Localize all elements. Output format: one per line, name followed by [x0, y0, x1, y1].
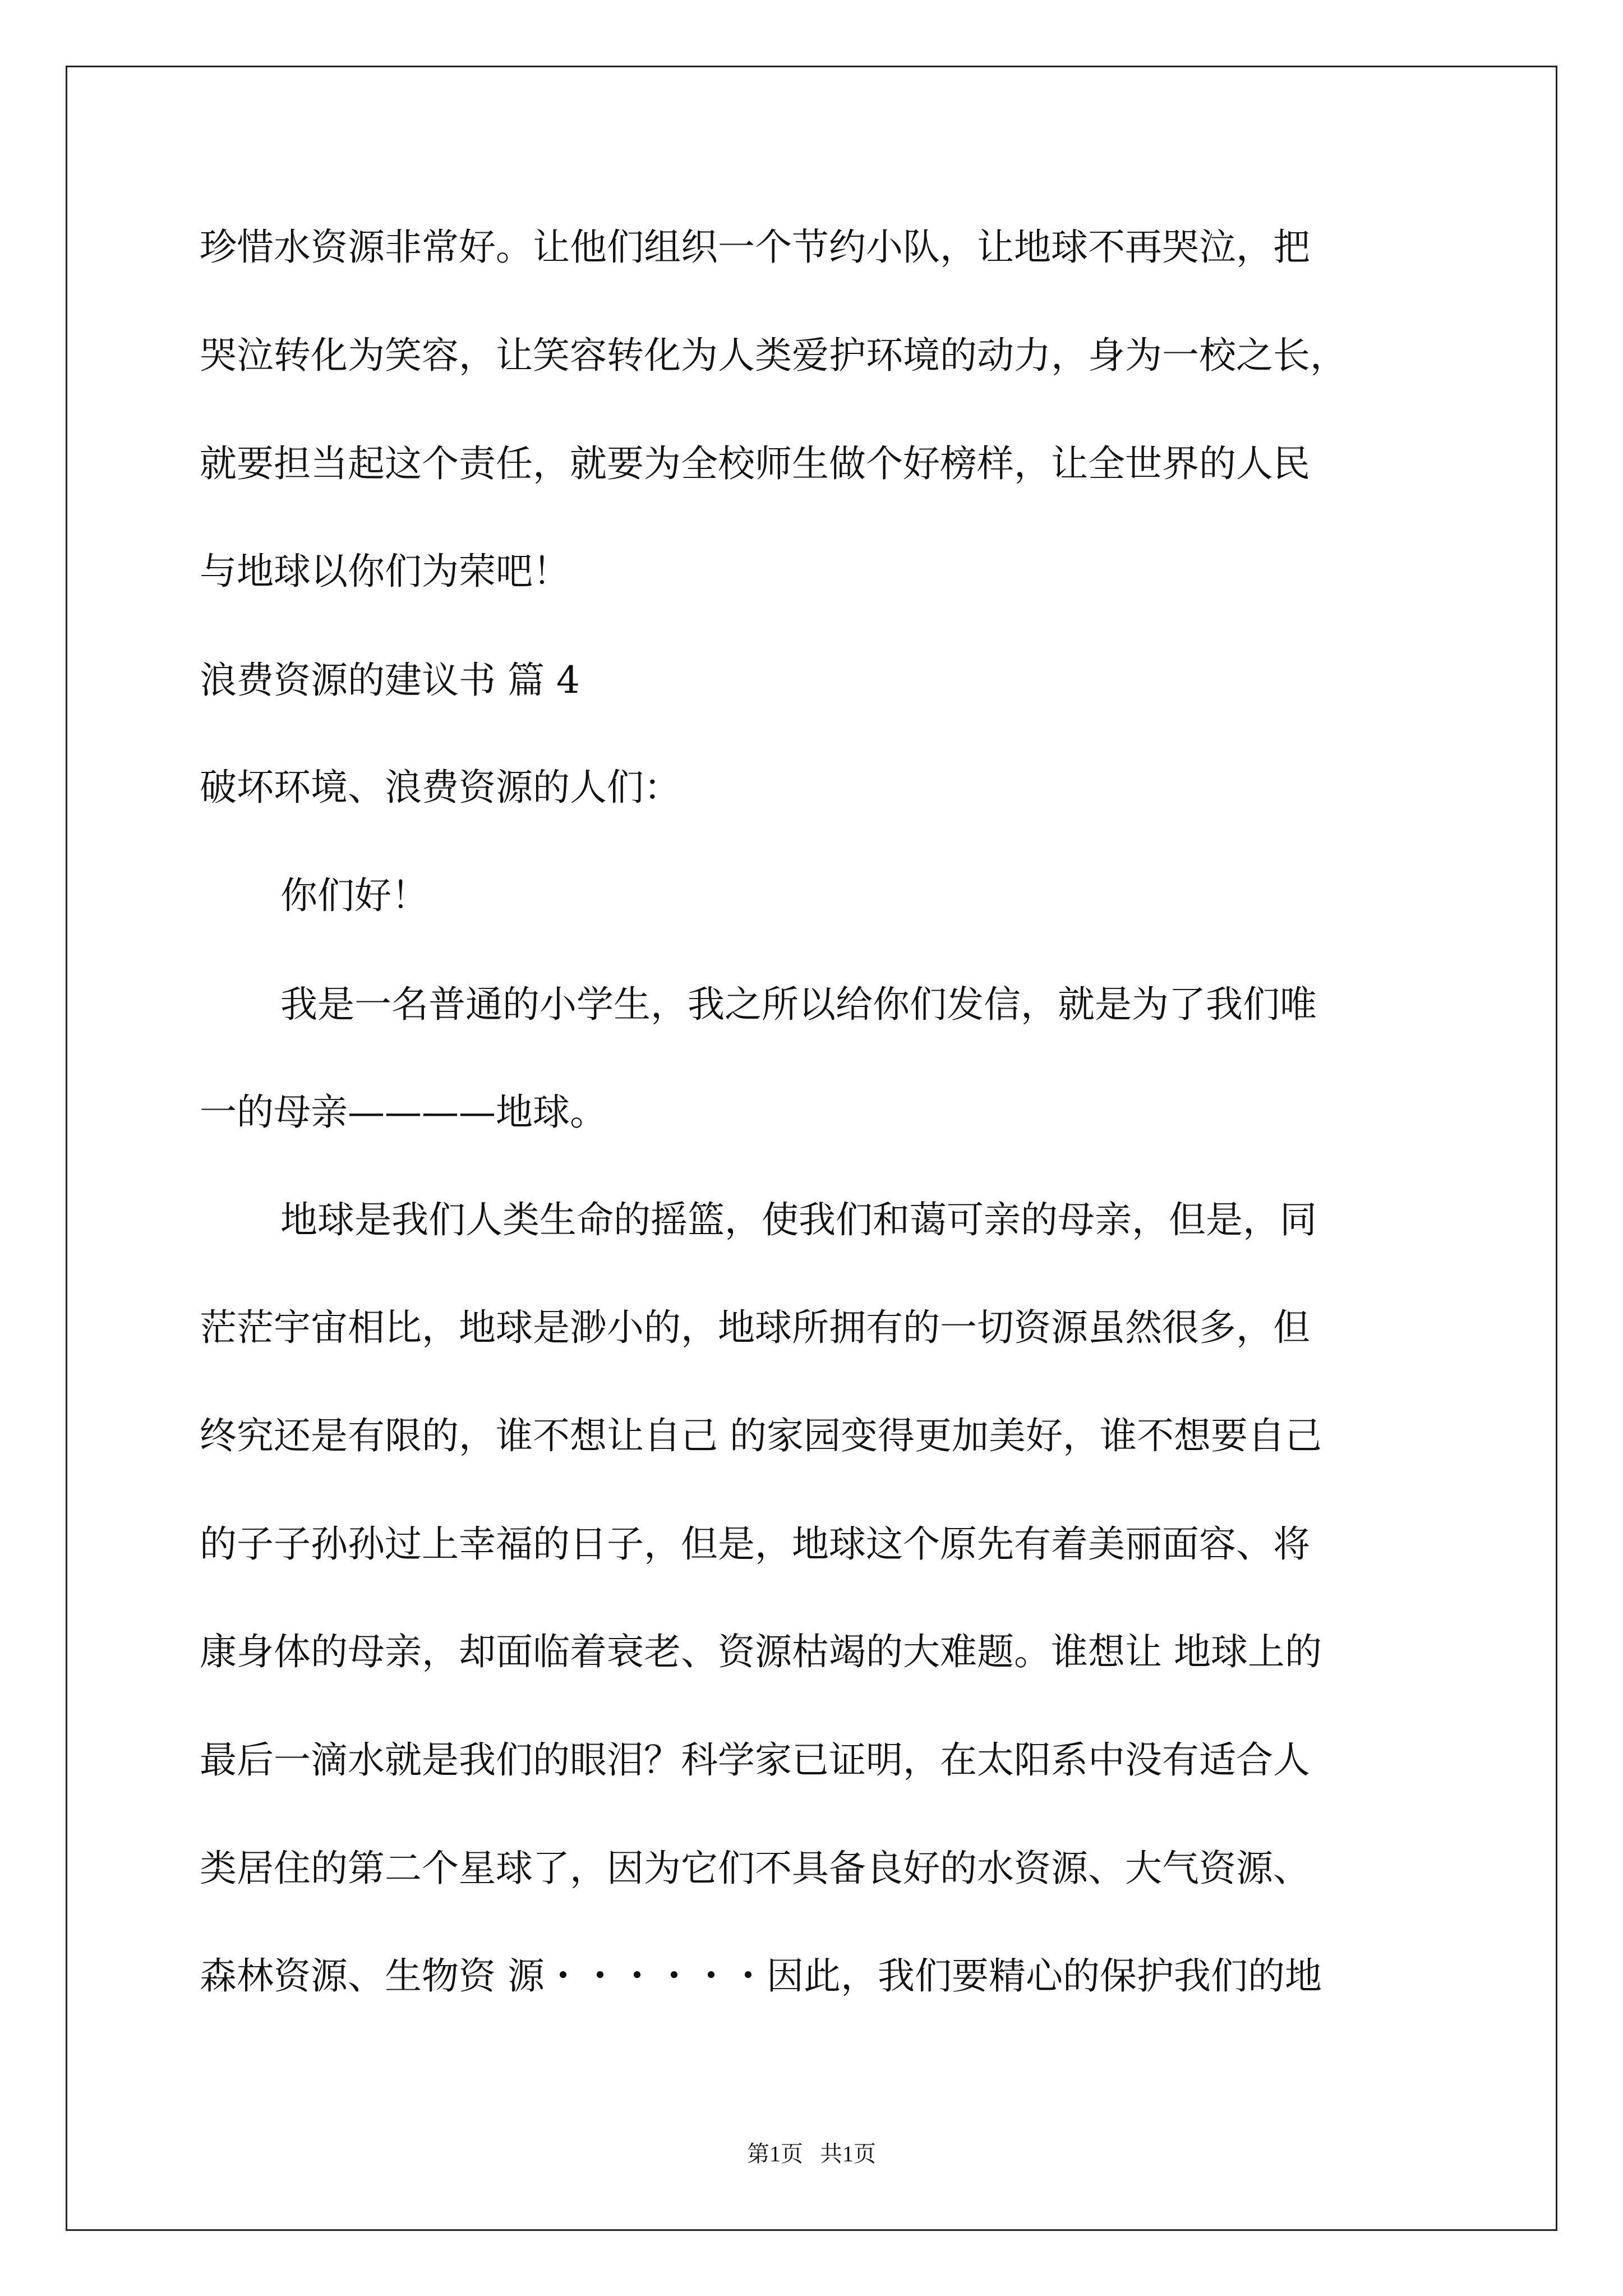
body-text-line: 茫茫宇宙相比，地球是渺小的，地球所拥有的一切资源虽然很多，但	[200, 1306, 1310, 1349]
body-text-line: 地球是我们人类生命的摇篮，使我们和蔼可亲的母亲，但是，同	[280, 1198, 1317, 1241]
section-heading: 浪费资源的建议书 篇 4	[200, 659, 580, 702]
salutation: 破坏环境、浪费资源的人们：	[200, 766, 681, 809]
body-text-line: 哭泣转化为笑容，让笑容转化为人类爱护环境的动力，身为一校之长，	[200, 334, 1347, 377]
body-text-line: 终究还是有限的，谁不想让自己 的家园变得更加美好，谁不想要自己	[200, 1414, 1322, 1457]
body-text-line: 就要担当起这个责任，就要为全校师生做个好榜样，让全世界的人民	[200, 442, 1310, 485]
body-text-line: 森林资源、生物资 源・・・・・・因此，我们要精心的保护我们的地	[200, 1954, 1322, 1998]
body-text-line: 类居住的第二个星球了，因为它们不具备良好的水资源、大气资源、	[200, 1847, 1310, 1890]
body-text-line: 我是一名普通的小学生，我之所以给你们发信，就是为了我们唯	[280, 983, 1317, 1026]
body-text-line: 与地球以你们为荣吧！	[200, 550, 570, 593]
page-footer: 第1页 共1页	[747, 2141, 876, 2166]
greeting: 你们好！	[280, 874, 428, 917]
body-text-line: 最后一滴水就是我们的眼泪？科学家已证明，在太阳系中没有适合人	[200, 1738, 1310, 1782]
body-text-line: 一的母亲————地球。	[200, 1091, 607, 1134]
body-text-line: 康身体的母亲，却面临着衰老、资源枯竭的大难题。谁想让 地球上的	[200, 1630, 1322, 1673]
page-border	[66, 66, 1557, 2231]
body-text-line: 珍惜水资源非常好。让他们组织一个节约小队，让地球不再哭泣，把	[200, 226, 1310, 269]
body-text-line: 的子子孙孙过上幸福的日子，但是，地球这个原先有着美丽面容、将	[200, 1522, 1310, 1566]
